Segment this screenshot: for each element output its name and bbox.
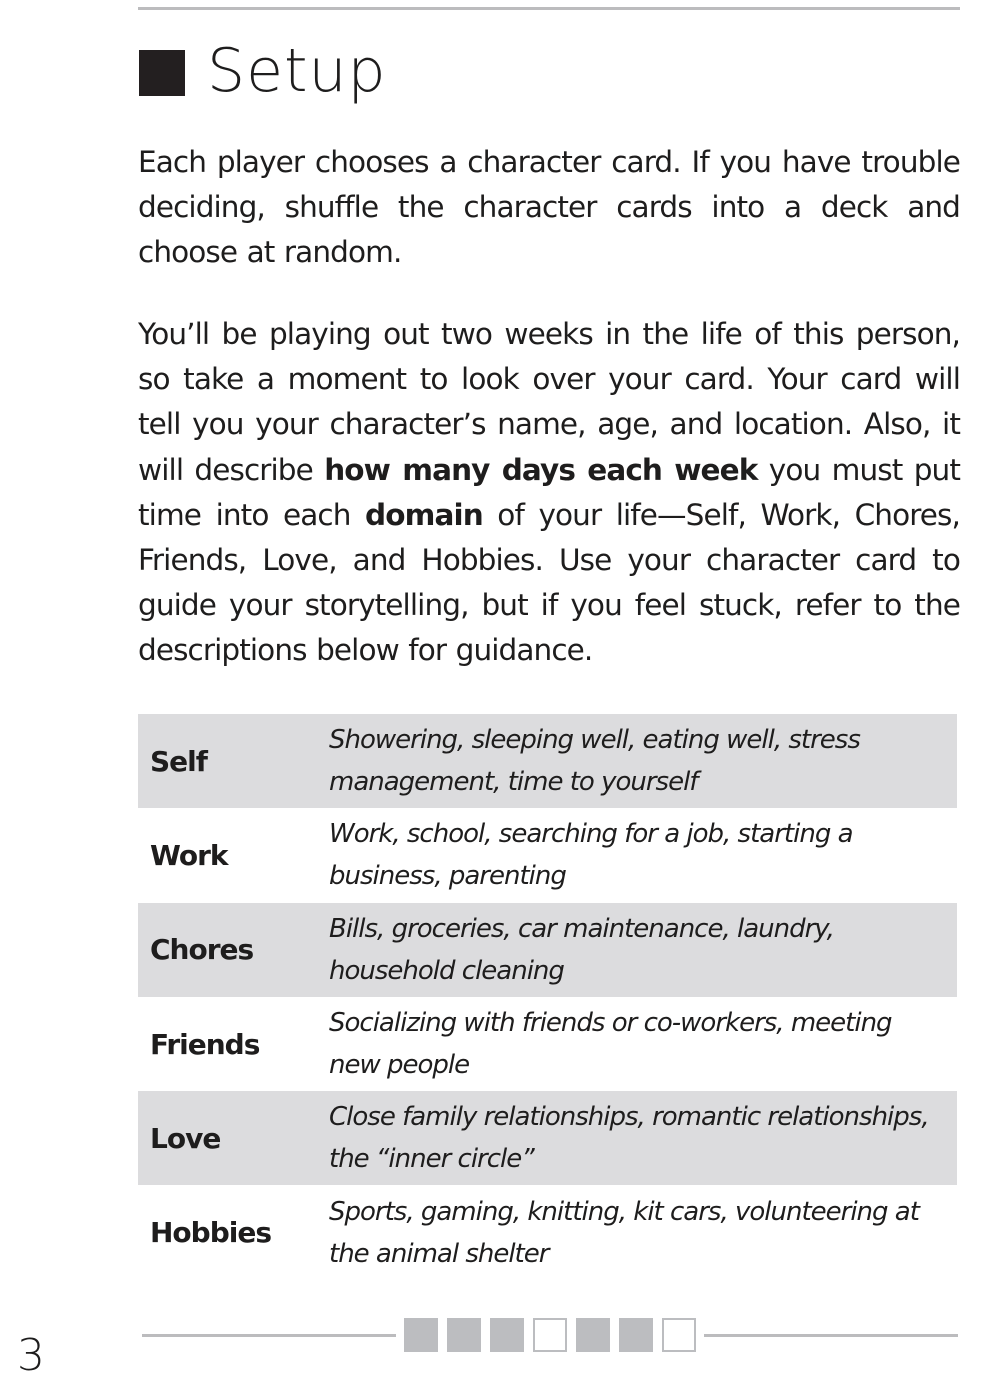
- table-row: [138, 903, 957, 997]
- domain-name: Self: [150, 744, 207, 778]
- top-divider: [138, 7, 960, 10]
- domain-description: Socializing with friends or co-workers, meeting new people: [329, 1008, 892, 1081]
- filled-square-icon: [404, 1318, 438, 1352]
- domain-description: Close family relationships, romantic relationships, the “inner circle”: [329, 1102, 929, 1175]
- filled-square-icon: [447, 1318, 481, 1352]
- page-number: 3: [17, 1330, 45, 1381]
- footer-rule-left: [142, 1334, 396, 1337]
- table-row: [138, 997, 957, 1091]
- table-row: [138, 1185, 957, 1279]
- paragraph-text: you must put time into each: [138, 452, 960, 532]
- filled-square-icon: [619, 1318, 653, 1352]
- table-row: [138, 1091, 957, 1185]
- details-paragraph: [138, 312, 960, 674]
- domain-name: Friends: [150, 1027, 260, 1061]
- intro-paragraph: [138, 140, 960, 276]
- filled-square-icon: [576, 1318, 610, 1352]
- domain-table: [138, 714, 957, 1280]
- domain-name: Work: [150, 838, 228, 872]
- domain-name: Love: [150, 1121, 221, 1155]
- section-heading: [139, 36, 387, 106]
- domain-description: Bills, groceries, car maintenance, laundry, household cleaning: [329, 913, 834, 986]
- empty-square-icon: [533, 1318, 567, 1352]
- domain-name: Hobbies: [150, 1216, 272, 1250]
- domain-description: Sports, gaming, knitting, kit cars, volunteering at the animal shelter: [329, 1196, 919, 1269]
- paragraph-text: You’ll be playing out two weeks in the life of this person, so take a moment to look over your card. Your card will tell you your character’s name, age, and location. Also, it will describe: [138, 317, 960, 487]
- table-row: [138, 714, 957, 808]
- paragraph-text: of your life—Self, Work, Chores, Friends, Love, and Hobbies. Use your character card to guide your storytelling, but if you feel stuck, refer to the descriptions below for guidance.: [138, 497, 960, 668]
- heading-square-icon: [139, 50, 185, 96]
- emphasis-days-per-week: how many days each week: [324, 452, 758, 487]
- domain-name: Chores: [150, 933, 254, 967]
- progress-squares: [404, 1318, 696, 1352]
- table-row: [138, 808, 957, 902]
- filled-square-icon: [490, 1318, 524, 1352]
- footer-rule-right: [704, 1334, 958, 1337]
- domain-description: Work, school, searching for a job, starting a business, parenting: [329, 819, 853, 892]
- empty-square-icon: [662, 1318, 696, 1352]
- paragraph-text: Each player chooses a character card. If you have trouble deciding, shuffle the character cards into a deck and choose at random.: [138, 145, 960, 270]
- emphasis-domain: domain: [365, 497, 483, 532]
- footer-progress: [142, 1317, 958, 1353]
- domain-description: Showering, sleeping well, eating well, stress management, time to yourself: [329, 725, 860, 798]
- page-title: Setup: [207, 36, 387, 106]
